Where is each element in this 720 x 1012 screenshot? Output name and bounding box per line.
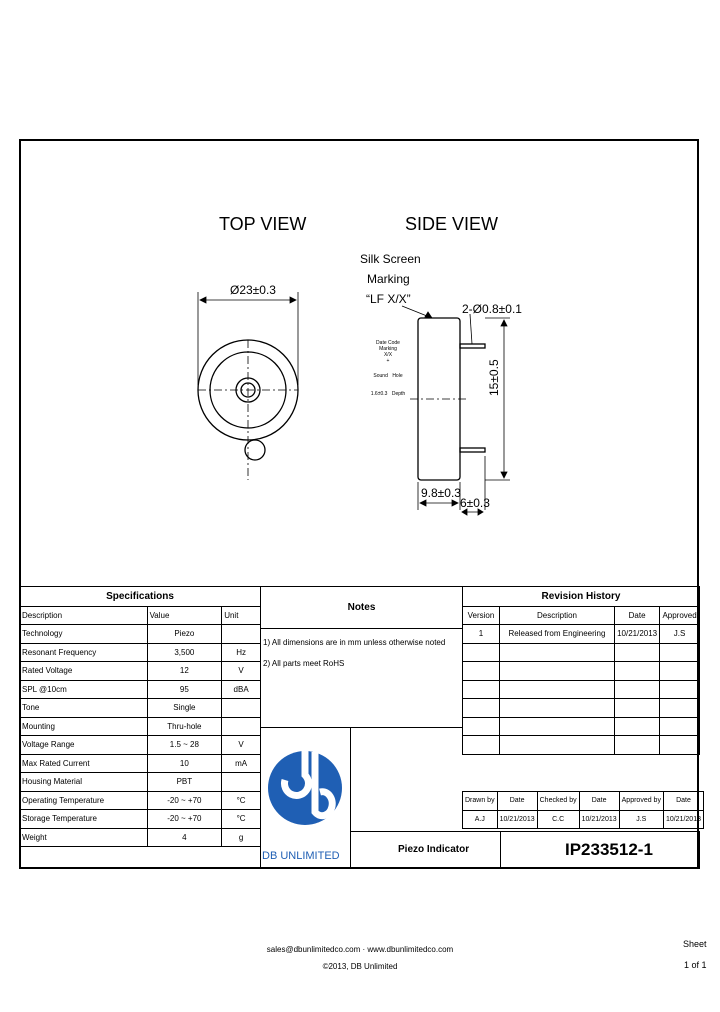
spec-description: Weight (20, 828, 148, 847)
spec-description: Technology (20, 625, 148, 644)
spec-description: Rated Voltage (20, 662, 148, 681)
spec-value: -20 ~ +70 (147, 791, 222, 810)
col-version: Version (463, 607, 500, 625)
silk-screen-label-2: Marking (367, 272, 410, 286)
sheet-label: Sheet (683, 939, 707, 949)
specifications-title: Specifications (20, 587, 261, 607)
product-name: Piezo Indicator (398, 844, 470, 855)
col-date: Date (615, 607, 660, 625)
col-unit: Unit (222, 607, 261, 625)
footer-copyright: ©2013, DB Unlimited (322, 962, 398, 971)
top-view-title: TOP VIEW (219, 214, 307, 234)
spec-unit (222, 717, 261, 736)
spec-value: Thru-hole (147, 717, 222, 736)
table-row (20, 736, 261, 755)
diameter-dimension: Ø23±0.3 (230, 283, 276, 297)
spec-description: Voltage Range (20, 736, 148, 755)
logo-cell (260, 727, 351, 869)
pin-bottom (460, 448, 485, 452)
spec-description: Tone (20, 699, 148, 718)
spec-description: Housing Material (20, 773, 148, 792)
spec-value: 10 (147, 754, 222, 773)
col-rev-description: Description (499, 607, 614, 625)
spec-value: 1.5 ~ 28 (147, 736, 222, 755)
note-2: 2) All parts meet RoHS (263, 658, 345, 668)
spec-description: Mounting (20, 717, 148, 736)
logo-text: DB UNLIMITED (262, 850, 340, 862)
signoff-table: Drawn by Date Checked by Date Approved by Date A.J 10/21/2013 C.C 10/21/2013 J.S 10/21/2013 (462, 791, 704, 829)
note-1: 1) All dimensions are in mm unless otherwise noted (263, 638, 446, 647)
table-row (20, 828, 261, 847)
table-row (20, 791, 261, 810)
date-code-annotation: Date Code Marking X/X + Sound Hole 1.6±0.3 Depth (370, 340, 406, 397)
spec-description: Max Rated Current (20, 754, 148, 773)
spec-unit: g (222, 828, 261, 847)
table-row (20, 625, 261, 644)
table-row (20, 643, 261, 662)
spec-value: PBT (147, 773, 222, 792)
spec-unit (222, 699, 261, 718)
spec-unit: °C (222, 810, 261, 829)
spec-unit: dBA (222, 680, 261, 699)
spec-value: Single (147, 699, 222, 718)
silk-screen-label-1: Silk Screen (360, 252, 421, 266)
spec-unit: °C (222, 791, 261, 810)
spec-description: SPL @10cm (20, 680, 148, 699)
spec-value: 4 (147, 828, 222, 847)
spec-description: Operating Temperature (20, 791, 148, 810)
revision-table (462, 586, 700, 755)
spec-description: Resonant Frequency (20, 643, 148, 662)
side-view-title: SIDE VIEW (405, 214, 499, 234)
footer-contact: sales@dbunlimitedco.com · www.dbunlimitedco.com (266, 945, 454, 954)
table-row (20, 754, 261, 773)
col-value: Value (147, 607, 222, 625)
pin-length-dimension: 6±0.3 (460, 496, 490, 510)
spec-unit: mA (222, 754, 261, 773)
spec-unit (222, 773, 261, 792)
spec-value: -20 ~ +70 (147, 810, 222, 829)
part-number: IP233512-1 (565, 840, 653, 859)
specifications-table (19, 586, 261, 847)
table-row (20, 662, 261, 681)
pin-top (460, 344, 485, 348)
notes-title: Notes (261, 587, 463, 629)
spec-unit: V (222, 736, 261, 755)
spec-value: 12 (147, 662, 222, 681)
silk-screen-label-3: “LF X/X” (366, 292, 411, 306)
spec-unit: Hz (222, 643, 261, 662)
col-description: Description (20, 607, 148, 625)
spec-value: 95 (147, 680, 222, 699)
spec-value: Piezo (147, 625, 222, 644)
table-row (20, 773, 261, 792)
col-approved: Approved (660, 607, 700, 625)
spec-value: 3,500 (147, 643, 222, 662)
pins-dimension: 2-Ø0.8±0.1 (462, 302, 522, 316)
table-row: 1 Released from Engineering 10/21/2013 J.S (463, 625, 700, 644)
pin-spacing-dimension: 9.8±0.3 (421, 486, 461, 500)
spec-description: Storage Temperature (20, 810, 148, 829)
notes-table (260, 586, 463, 728)
revision-title: Revision History (463, 587, 700, 607)
spec-unit: V (222, 662, 261, 681)
table-row (20, 680, 261, 699)
sheet-value: 1 of 1 (684, 960, 707, 970)
table-row (20, 699, 261, 718)
spec-unit (222, 625, 261, 644)
table-row (20, 717, 261, 736)
height-dimension: 15±0.5 (487, 359, 501, 396)
table-row (20, 810, 261, 829)
